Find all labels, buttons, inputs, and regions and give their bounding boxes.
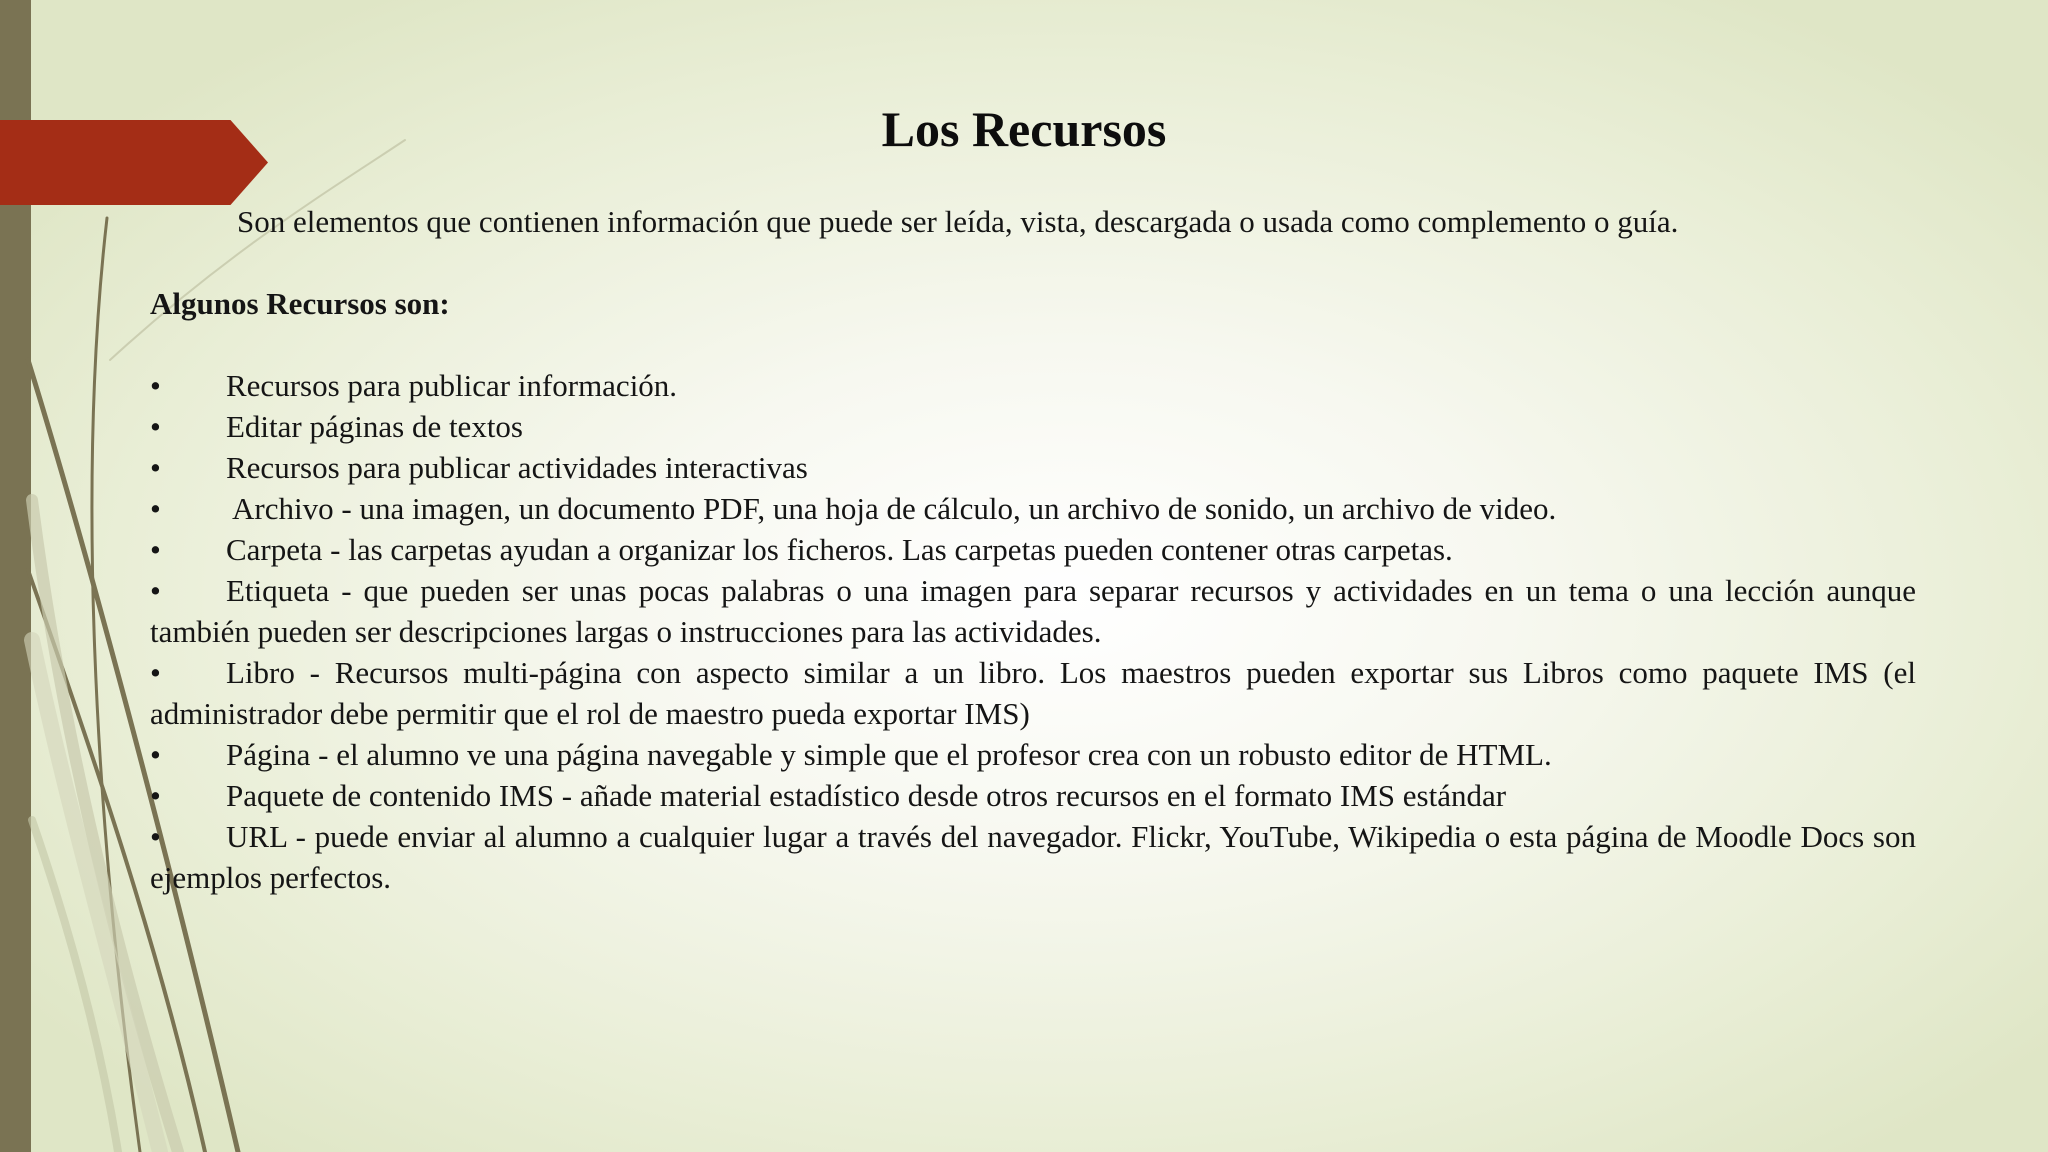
list-item bbox=[150, 816, 1916, 898]
bullet-icon: • bbox=[150, 368, 161, 403]
bullet-icon: • bbox=[150, 409, 161, 444]
bullet-icon: • bbox=[150, 532, 161, 567]
list-item-text: Archivo - una imagen, un documento PDF, una hoja de cálculo, un archivo de sonido, un archivo de video. bbox=[226, 491, 1557, 526]
list-item-text: Recursos para publicar actividades interactivas bbox=[226, 450, 808, 485]
spacer bbox=[150, 242, 1916, 283]
slide-title: Los Recursos bbox=[881, 101, 1167, 157]
slide-body bbox=[150, 201, 1916, 898]
list-item bbox=[150, 570, 1916, 652]
list-item bbox=[150, 734, 1916, 775]
bullet-icon: • bbox=[150, 778, 161, 813]
list-item-text: Carpeta - las carpetas ayudan a organizar los ficheros. Las carpetas pueden contener otras carpetas. bbox=[226, 532, 1453, 567]
bullet-icon: • bbox=[150, 819, 161, 854]
list-item-text: Página - el alumno ve una página navegable y simple que el profesor crea con un robusto editor de HTML. bbox=[226, 737, 1552, 772]
bullet-icon: • bbox=[150, 655, 161, 690]
list-heading: Algunos Recursos son: bbox=[150, 286, 450, 321]
bullet-icon: • bbox=[150, 573, 161, 608]
intro-paragraph: Son elementos que contienen información que puede ser leída, vista, descargada o usada como complemento o guía. bbox=[237, 204, 1679, 239]
list-item bbox=[150, 365, 1916, 406]
list-item bbox=[150, 775, 1916, 816]
list-item-text: Etiqueta - que pueden ser unas pocas palabras o una imagen para separar recursos y actividades en un tema o una lección aunque también pueden ser descripciones largas o instrucciones para las actividades. bbox=[150, 573, 1916, 649]
bullet-icon: • bbox=[150, 491, 161, 526]
bullet-icon: • bbox=[150, 450, 161, 485]
list-item-text: Recursos para publicar información. bbox=[226, 368, 678, 403]
list-item-text: Editar páginas de textos bbox=[226, 409, 523, 444]
list-item bbox=[150, 488, 1916, 529]
list-item bbox=[150, 447, 1916, 488]
list-item bbox=[150, 652, 1916, 734]
spacer bbox=[150, 324, 1916, 365]
bullet-icon: • bbox=[150, 737, 161, 772]
list-item-text: Paquete de contenido IMS - añade material estadístico desde otros recursos en el formato IMS estándar bbox=[226, 778, 1507, 813]
swoosh-line bbox=[32, 640, 160, 1152]
list-item bbox=[150, 529, 1916, 570]
list-item bbox=[150, 406, 1916, 447]
list-item-text: URL - puede enviar al alumno a cualquier lugar a través del navegador. Flickr, YouTube, Wikipedia o esta página de Moodle Docs son ejemplos perfectos. bbox=[150, 819, 1916, 895]
list-item-text: Libro - Recursos multi-página con aspecto similar a un libro. Los maestros pueden exportar sus Libros como paquete IMS (el administrador debe permitir que el rol de maestro pueda exportar IMS) bbox=[150, 655, 1916, 731]
